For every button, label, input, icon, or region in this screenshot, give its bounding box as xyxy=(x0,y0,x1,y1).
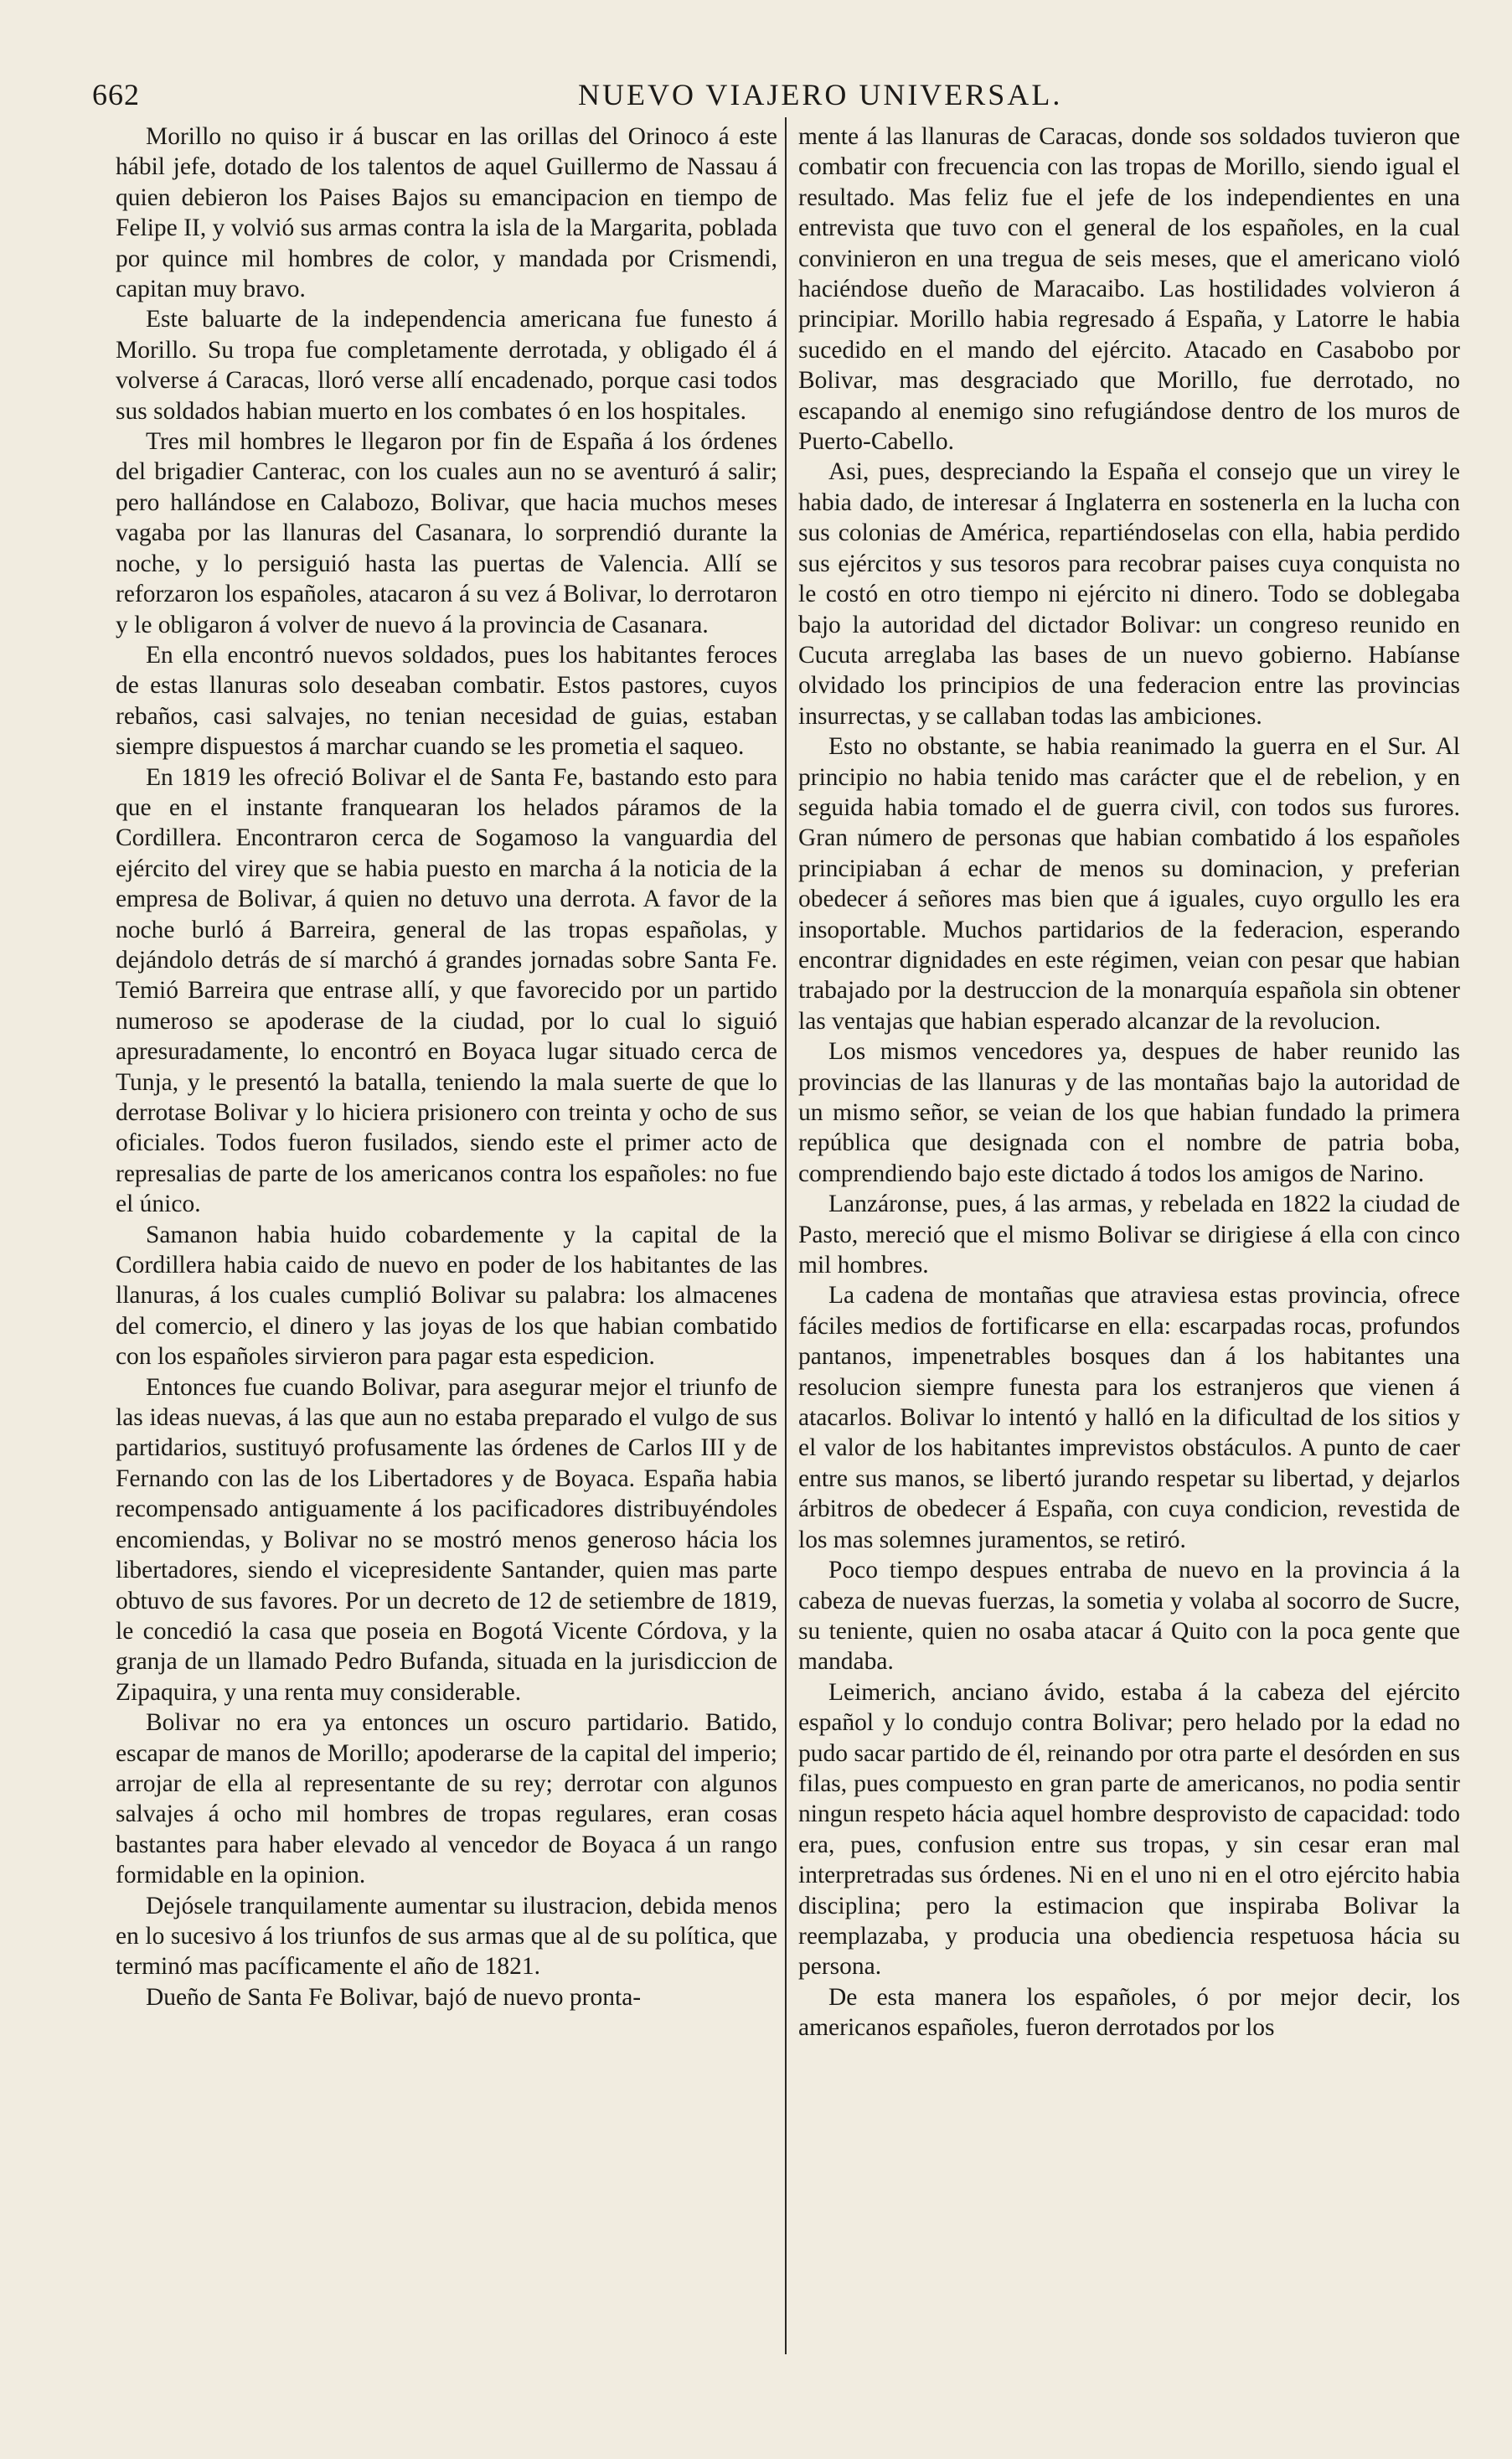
paragraph: Dejósele tranquilamente aumentar su ilustracion, debida menos en lo sucesivo á los triunfos de sus armas que al de su política, que terminó mas pacíficamente el año de 1821. xyxy=(116,1892,777,1981)
paragraph: En ella encontró nuevos soldados, pues los habitantes feroces de estas llanuras solo deseaban combatir. Estos pastores, cuyos rebaños, casi salvajes, no tenian necesidad de guias, estaban siempre dispuestos á marchar cuando se les prometia el saqueo. xyxy=(116,641,777,761)
paragraph: Entonces fue cuando Bolivar, para asegurar mejor el triunfo de las ideas nuevas, á las que aun no estaba preparado el vulgo de sus partidarios, sustituyó profusamente las órdenes de Carlos III y de Fernando con las de los Libertadores y de Boyaca. España habia recompensado antiguamente á los pacificadores distribuyéndoles encomiendas, y Bolivar no se mostró menos generoso hácia los libertadores, siendo el vicepresidente Santander, quien mas parte obtuvo de sus favores. Por un decreto de 12 de setiembre de 1819, le concedió la casa que poseia en Bogotá Vicente Córdova, y la granja de un llamado Pedro Bufanda, situada en la jurisdiccion de Zipaquira, y una renta muy considerable. xyxy=(116,1373,777,1706)
paragraph: Leimerich, anciano ávido, estaba á la cabeza del ejército español y lo condujo contra Bolivar; pero helado por la edad no pudo sacar partido de él, reinando por otra parte el desórden en sus filas, pues compuesto en gran parte de americanos, no podia sentir ningun respeto hácia aquel hombre desprovisto de capacidad: todo era, pues, confusion entre sus tropas, y sin cesar eran mal interpretradas sus órdenes. Ni en el uno ni en el otro ejército habia disciplina; pero la estimacion que inspiraba Bolivar la reemplazaba, y producia una obediencia respetuosa hácia su persona. xyxy=(798,1678,1460,1981)
column-divider xyxy=(785,117,787,2354)
paragraph: Los mismos vencedores ya, despues de haber reunido las provincias de las llanuras y de las montañas bajo la autoridad de un mismo señor, se veian de los que habian fundado la primera república que designada con el nombre de patria boba, comprendiendo bajo este dictado á todos los amigos de Narino. xyxy=(798,1038,1460,1187)
running-title: NUEVO VIAJERO UNIVERSAL. xyxy=(578,78,1063,111)
paragraph: Dueño de Santa Fe Bolivar, bajó de nuevo pronta- xyxy=(146,1983,642,2011)
paragraph: mente á las llanuras de Caracas, donde sos soldados tuvieron que combatir con frecuencia con las tropas de Morillo, siendo igual el resultado. Mas feliz fue el jefe de los independientes en una entrevista que tuvo con el general de los españoles, en la cual convinieron en una tregua de seis meses, que el americano violó haciéndose dueño de Maracaibo. Las hostilidades volvieron á principiar. Morillo habia regresado á España, y Latorre le habia sucedido en el mando del ejército. Atacado en Casabobo por Bolivar, mas desgraciado que Morillo, fue derrotado, no escapando al enemigo sino refugiándose dentro de los muros de Puerto-Cabello. xyxy=(798,123,1460,456)
paragraph: Bolivar no era ya entonces un oscuro partidario. Batido, escapar de manos de Morillo; apoderarse de la capital del imperio; arrojar de ella al representante de su rey; derrotar con algunos salvajes á ocho mil hombres de tropas regulares, eran cosas bastantes para haber elevado al vencedor de Boyaca á un rango formidable en la opinion. xyxy=(116,1709,777,1889)
left-column xyxy=(116,121,777,2012)
paragraph: Poco tiempo despues entraba de nuevo en la provincia á la cabeza de nuevas fuerzas, la sometia y volaba al socorro de Sucre, su teniente, quien no osaba atacar á Quito con la poca gente que mandaba. xyxy=(798,1557,1460,1676)
page-number: 662 xyxy=(92,78,140,111)
paragraph: Samanon habia huido cobardemente y la capital de la Cordillera habia caido de nuevo en poder de los habitantes de las llanuras, á los cuales cumplió Bolivar su palabra: los almacenes del comercio, el dinero y las joyas de los que habian combatido con los españoles sirvieron para pagar esta espedicion. xyxy=(116,1221,777,1371)
paragraph: Morillo no quiso ir á buscar en las orillas del Orinoco á este hábil jefe, dotado de los talentos de aquel Guillermo de Nassau á quien debieron los Paises Bajos su emancipacion en tiempo de Felipe II, y volvió sus armas contra la isla de la Margarita, poblada por quince mil hombres de color, y mandada por Crismendi, capitan muy bravo. xyxy=(116,123,777,303)
paragraph: Tres mil hombres le llegaron por fin de España á los órdenes del brigadier Canterac, con los cuales aun no se aventuró á salir; pero hallándose en Calabozo, Bolivar, que hacia muchos meses vagaba por las llanuras del Casanara, lo sorprendió durante la noche, y lo persiguió hasta las puertas de Valencia. Allí se reforzaron los españoles, atacaron á su vez á Bolivar, lo derrotaron y le obligaron á volver de nuevo á la provincia de Casanara. xyxy=(116,428,777,638)
page-header xyxy=(92,77,1466,119)
right-column xyxy=(798,121,1460,2043)
paragraph: La cadena de montañas que atraviesa estas provincia, ofrece fáciles medios de fortificarse en ella: escarpadas rocas, profundos pantanos, impenetrables bosques dan á los habitantes una resolucion siempre funesta para los estranjeros que vienen á atacarlos. Bolivar lo intentó y halló en la dificultad de los sitios y el valor de los habitantes imprevistos obstáculos. A punto de caer entre sus manos, se libertó jurando respetar su libertad, y dejarlos árbitros de obedecer á España, con cuya condicion, revestida de los mas solemnes juramentos, se retiró. xyxy=(798,1282,1460,1553)
paragraph: Asi, pues, despreciando la España el consejo que un virey le habia dado, de interesar á Inglaterra en sostenerla en la lucha con sus colonias de América, repartiéndoselas con ella, habia perdido sus ejércitos y sus tesoros para recobrar paises cuya conquista no le costó en otro tiempo ni ejército ni dinero. Todo se doblegaba bajo la autoridad del dictador Bolivar: un congreso reunido en Cucuta arreglaba las bases de un nuevo gobierno. Habíanse olvidado los principios de una federacion entre las provincias insurrectas, y se callaban todas las ambiciones. xyxy=(798,458,1460,730)
paragraph: Este baluarte de la independencia americana fue funesto á Morillo. Su tropa fue completamente derrotada, y obligado él á volverse á Caracas, lloró verse allí encadenado, porque casi todos sus soldados habian muerto en los combates ó en los hospitales. xyxy=(116,306,777,425)
paragraph: En 1819 les ofreció Bolivar el de Santa Fe, bastando esto para que en el instante franquearan los helados páramos de la Cordillera. Encontraron cerca de Sogamoso la vanguardia del ejército del virey que se habia puesto en marcha á la noticia de la empresa de Bolivar, á quien no detuvo una derrota. A favor de la noche burló á Barreira, general de las tropas españolas, y dejándolo detrás de sí marchó á grandes jornadas sobre Santa Fe. Temió Barreira que entrase allí, y que favorecido por un partido numeroso se apoderase de la ciudad, por lo cual lo siguió apresuradamente, lo encontró en Boyaca lugar situado cerca de Tunja, y le presentó la batalla, teniendo la mala suerte de que lo derrotase Bolivar y lo hiciera prisionero con treinta y ocho de sus oficiales. Todos fueron fusilados, siendo este el primer acto de represalias de parte de los americanos contra los españoles: no fue el único. xyxy=(116,763,777,1218)
paragraph: Lanzáronse, pues, á las armas, y rebelada en 1822 la ciudad de Pasto, mereció que el mismo Bolivar se dirigiese á ella con cinco mil hombres. xyxy=(798,1191,1460,1279)
paragraph: De esta manera los españoles, ó por mejor decir, los americanos españoles, fueron derrotados por los xyxy=(798,1983,1460,2042)
paragraph: Esto no obstante, se habia reanimado la guerra en el Sur. Al principio no habia tenido mas carácter que el de rebelion, y en seguida habia tomado el de guerra civil, con todos sus furores. Gran número de personas que habian combatido á los españoles principiaban á echar de menos su dominacion, y preferian obedecer á señores mas bien que á iguales, cuyo orgullo les era insoportable. Muchos partidarios de la federacion, esperando encontrar dignidades en este régimen, veian con pesar que habian trabajado por la destruccion de la monarquía española sin obtener las ventajas que habian esperado alcanzar de la revolucion. xyxy=(798,733,1460,1035)
